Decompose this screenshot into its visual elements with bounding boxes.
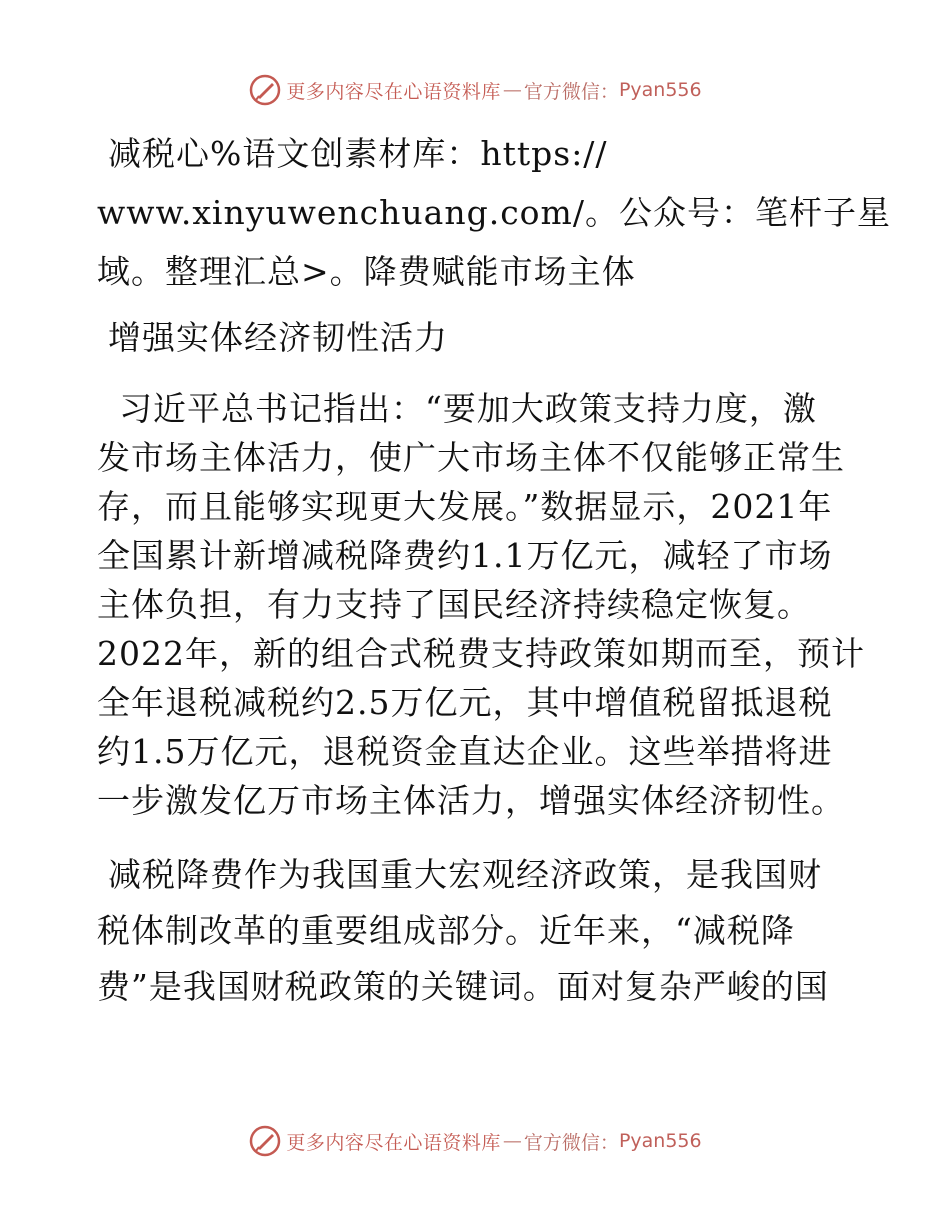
watermark-wechat-label: 官方微信：: [523, 1131, 619, 1154]
watermark-header: [0, 72, 950, 108]
paragraph-source: [97, 124, 891, 301]
text-line: 减税降费作为我国重大宏观经济政策，是我国财: [108, 855, 822, 894]
watermark-footer: [0, 1123, 950, 1159]
text-line: www.xinyuwenchuang.com/。公众号：笔杆子星: [97, 193, 891, 232]
paragraph-subtitle: [97, 313, 857, 362]
watermark-main-text: 更多内容尽在心语资料库: [286, 80, 501, 103]
paragraph-policy: [97, 847, 857, 1015]
quill-logo-icon: [248, 73, 282, 107]
watermark-wechat-id: Pyan556: [618, 1130, 702, 1152]
watermark-wechat-id: Pyan556: [618, 79, 702, 101]
document-body: [97, 124, 891, 1033]
text-line: 主体负担，有力支持了国民经济持续稳定恢复。: [97, 585, 811, 624]
text-line: 减税心%语文创素材库：https://: [108, 134, 608, 173]
text-line: 费”是我国财税政策的关键词。面对复杂严峻的国: [97, 967, 829, 1006]
quill-logo-icon: [248, 1124, 282, 1158]
text-line: 增强实体经济韧性活力: [108, 318, 448, 357]
text-line: 2022年，新的组合式税费支持政策如期而至，预计: [97, 634, 865, 673]
text-line: 一步激发亿万市场主体活力，增强实体经济韧性。: [97, 781, 845, 820]
watermark-separator: —: [502, 79, 522, 101]
text-line: 约1.5万亿元，退税资金直达企业。这些举措将进: [97, 732, 833, 771]
text-line: 全国累计新增减税降费约1.1万亿元，减轻了市场: [97, 536, 833, 575]
watermark-separator: —: [502, 1130, 522, 1152]
text-line: 习近平总书记指出：“要加大政策支持力度，激: [119, 389, 817, 428]
text-line: 全年退税减税约2.5万亿元，其中增值税留抵退税: [97, 683, 833, 722]
watermark-wechat-label: 官方微信：: [523, 80, 619, 103]
text-line: 域。整理汇总>。降费赋能市场主体: [97, 252, 636, 291]
text-line: 发市场主体活力，使广大市场主体不仅能够正常生: [97, 438, 845, 477]
paragraph-quote: [97, 384, 865, 825]
watermark-main-text: 更多内容尽在心语资料库: [286, 1131, 501, 1154]
text-line: 税体制改革的重要组成部分。近年来，“减税降: [97, 911, 795, 950]
text-line: 存，而且能够实现更大发展。”数据显示，2021年: [97, 487, 833, 526]
